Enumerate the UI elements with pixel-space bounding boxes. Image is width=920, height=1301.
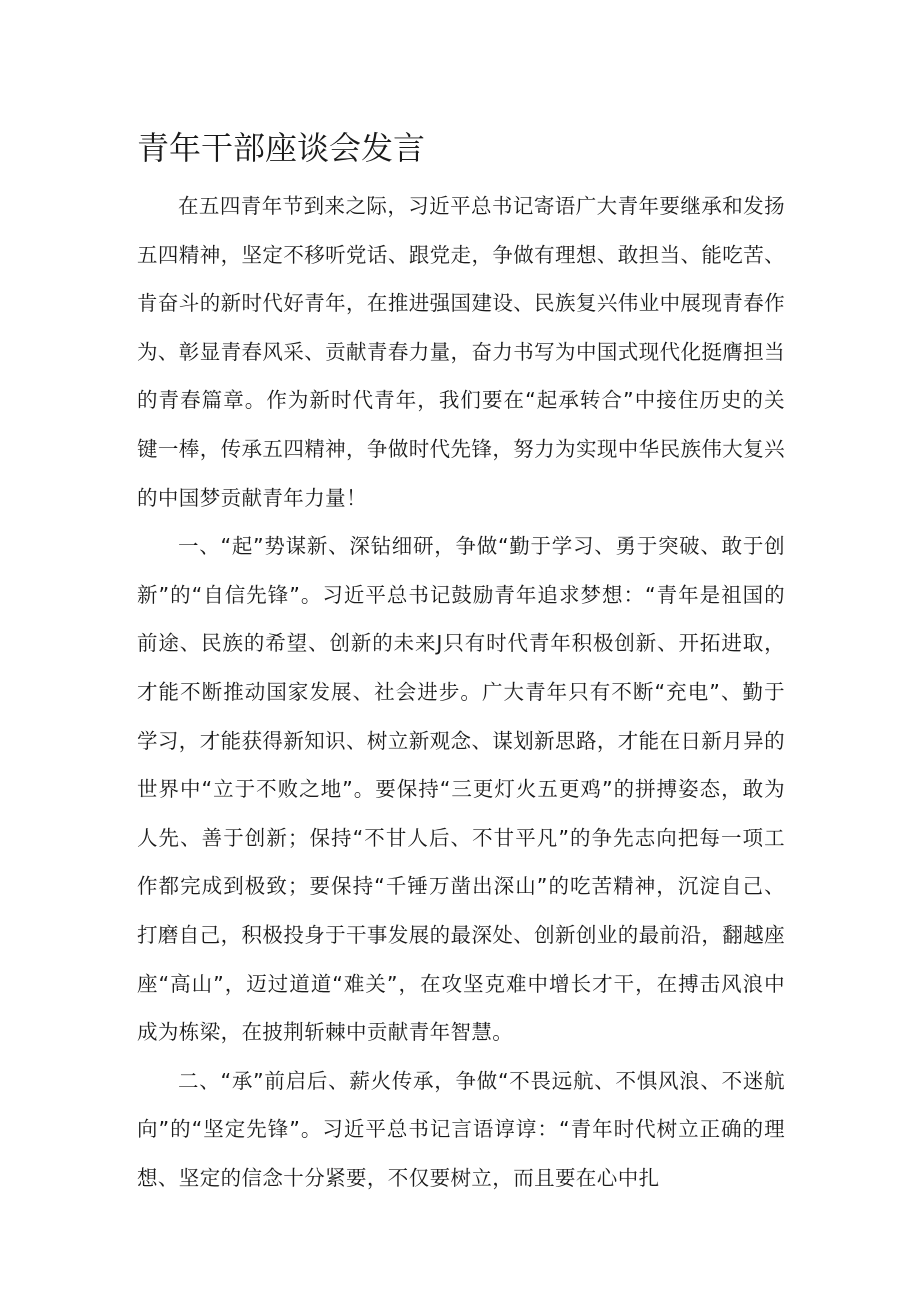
paragraph-intro: 在五四青年节到来之际，习近平总书记寄语广大青年要继承和发扬五四精神，坚定不移听党话、跟党走，争做有理想、敢担当、能吃苦、肯奋斗的新时代好青年，在推进强国建设、民族复兴伟业中展现青春作为、彰显青春风采、贡献青春力量，奋力书写为中国式现代化挺膺担当的青春篇章。作为新时代青年，我们要在“起承转合”中接住历史的关键一棒，传承五四精神，争做时代先锋，努力为实现中华民族伟大复兴的中国梦贡献青年力量！ (137, 194, 785, 510)
document-title: 青年干部座谈会发言 (137, 129, 426, 167)
paragraph-section-one: 一、“起”势谋新、深钻细研，争做“勤于学习、勇于突破、敢于创新”的“自信先锋”。习近平总书记鼓励青年追求梦想：“青年是祖国的前途、民族的希望、创新的未来J只有时代青年积极创新、开拓进取，才能不断推动国家发展、社会进步。广大青年只有不断“充电”、勤于学习，才能获得新知识、树立新观念、谋划新思路，才能在日新月异的世界中“立于不败之地”。要保持“三更灯火五更鸡”的拼搏姿态，敢为人先、善于创新；保持“不甘人后、不甘平凡”的争先志向把每一项工作都完成到极致；要保持“千锤万凿出深山”的吃苦精神，沉淀自己、打磨自己，积极投身于干事发展的最深处、创新创业的最前沿，翻越座座“高山”，迈过道道“难关”，在攻坚克难中增长才干，在搏击风浪中成为栋梁，在披荆斩棘中贡献青年智慧。 (137, 534, 785, 1045)
document-body (137, 182, 785, 1202)
paragraph-section-two: 二、“承”前启后、薪火传承，争做“不畏远航、不惧风浪、不迷航向”的“坚定先锋”。习近平总书记言语谆谆：“青年时代树立正确的理想、坚定的信念十分紧要，不仅要树立，而且要在心中扎 (137, 1068, 785, 1190)
